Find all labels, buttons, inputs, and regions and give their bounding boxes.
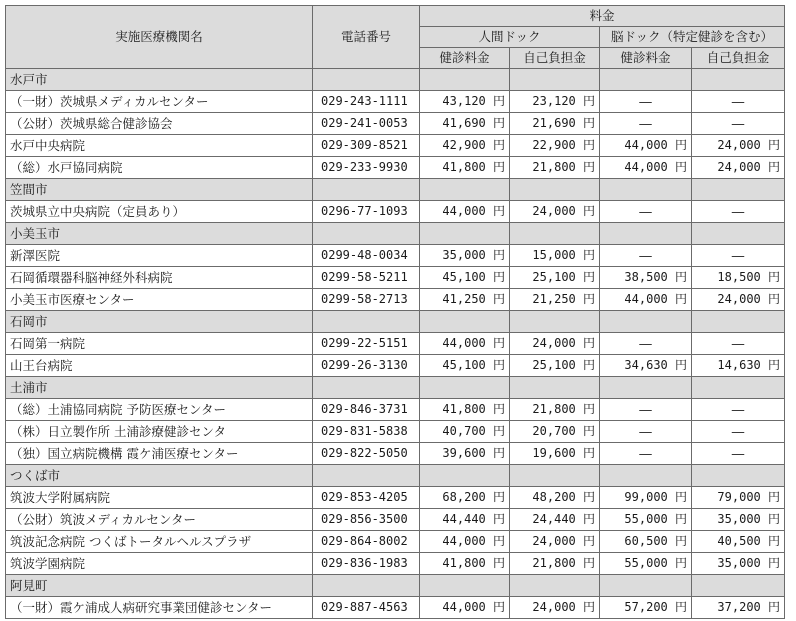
- facility-name: （総）土浦協同病院 予防医療センター: [6, 399, 313, 421]
- facility-name: 山王台病院: [6, 355, 313, 377]
- dock-self-cell: 21,800 円: [510, 399, 600, 421]
- region-empty-cell: [510, 223, 600, 245]
- region-empty-cell: [510, 311, 600, 333]
- region-empty-cell: [313, 377, 420, 399]
- dock-fee-cell: 44,000 円: [420, 201, 510, 223]
- brain-fee-cell: 44,000 円: [600, 289, 692, 311]
- table-row: [6, 91, 785, 113]
- table-row: [6, 443, 785, 465]
- region-empty-cell: [420, 179, 510, 201]
- brain-fee-cell: ―: [600, 421, 692, 443]
- phone-number: 0299-26-3130: [313, 355, 420, 377]
- phone-number: 0299-58-5211: [313, 267, 420, 289]
- facility-name: 水戸中央病院: [6, 135, 313, 157]
- table-row: [6, 355, 785, 377]
- brain-self-cell: ―: [692, 245, 785, 267]
- facility-name: 筑波記念病院 つくばトータルヘルスプラザ: [6, 531, 313, 553]
- facility-name: （公財）筑波メディカルセンター: [6, 509, 313, 531]
- dock-fee-cell: 45,100 円: [420, 355, 510, 377]
- brain-self-cell: 24,000 円: [692, 157, 785, 179]
- brain-self-cell: 40,500 円: [692, 531, 785, 553]
- dock-self-cell: 21,800 円: [510, 553, 600, 575]
- facility-name: 石岡循環器科脳神経外科病院: [6, 267, 313, 289]
- table-row: [6, 553, 785, 575]
- brain-self-cell: 79,000 円: [692, 487, 785, 509]
- region-row: [6, 179, 785, 201]
- header-brain-self-pay: 自己負担金: [692, 48, 785, 69]
- fee-table: [5, 5, 785, 619]
- region-empty-cell: [600, 179, 692, 201]
- dock-fee-cell: 43,120 円: [420, 91, 510, 113]
- brain-fee-cell: 44,000 円: [600, 135, 692, 157]
- header-fee: 料金: [420, 6, 785, 27]
- dock-self-cell: 24,000 円: [510, 333, 600, 355]
- dock-self-cell: 24,440 円: [510, 509, 600, 531]
- table-row: [6, 509, 785, 531]
- facility-name: 茨城県立中央病院（定員あり）: [6, 201, 313, 223]
- phone-number: 0299-22-5151: [313, 333, 420, 355]
- brain-fee-cell: ―: [600, 333, 692, 355]
- brain-fee-cell: 38,500 円: [600, 267, 692, 289]
- region-empty-cell: [692, 223, 785, 245]
- header-name: 実施医療機関名: [6, 6, 313, 69]
- brain-self-cell: ―: [692, 91, 785, 113]
- region-name: 小美玉市: [6, 223, 313, 245]
- dock-fee-cell: 45,100 円: [420, 267, 510, 289]
- table-row: [6, 245, 785, 267]
- phone-number: 029-831-5838: [313, 421, 420, 443]
- header-ningen-dock: 人間ドック: [420, 27, 600, 48]
- header-dock-self-pay: 自己負担金: [510, 48, 600, 69]
- region-row: [6, 465, 785, 487]
- dock-fee-cell: 41,800 円: [420, 553, 510, 575]
- region-empty-cell: [420, 69, 510, 91]
- phone-number: 029-864-8002: [313, 531, 420, 553]
- phone-number: 029-836-1983: [313, 553, 420, 575]
- region-name: 水戸市: [6, 69, 313, 91]
- phone-number: 029-853-4205: [313, 487, 420, 509]
- region-name: 土浦市: [6, 377, 313, 399]
- dock-self-cell: 21,690 円: [510, 113, 600, 135]
- dock-self-cell: 24,000 円: [510, 531, 600, 553]
- brain-fee-cell: 55,000 円: [600, 509, 692, 531]
- dock-self-cell: 25,100 円: [510, 355, 600, 377]
- region-empty-cell: [692, 575, 785, 597]
- dock-self-cell: 48,200 円: [510, 487, 600, 509]
- table-row: [6, 267, 785, 289]
- dock-self-cell: 20,700 円: [510, 421, 600, 443]
- brain-fee-cell: ―: [600, 201, 692, 223]
- brain-self-cell: ―: [692, 421, 785, 443]
- region-name: 阿見町: [6, 575, 313, 597]
- brain-fee-cell: 57,200 円: [600, 597, 692, 619]
- region-empty-cell: [600, 377, 692, 399]
- region-empty-cell: [692, 179, 785, 201]
- dock-fee-cell: 35,000 円: [420, 245, 510, 267]
- phone-number: 029-846-3731: [313, 399, 420, 421]
- table-row: [6, 487, 785, 509]
- phone-number: 0299-58-2713: [313, 289, 420, 311]
- phone-number: 0299-48-0034: [313, 245, 420, 267]
- facility-name: 新澤医院: [6, 245, 313, 267]
- table-row: [6, 113, 785, 135]
- dock-self-cell: 24,000 円: [510, 597, 600, 619]
- brain-fee-cell: ―: [600, 91, 692, 113]
- facility-name: 小美玉市医療センター: [6, 289, 313, 311]
- phone-number: 029-822-5050: [313, 443, 420, 465]
- facility-name: （独）国立病院機構 霞ケ浦医療センター: [6, 443, 313, 465]
- facility-name: （株）日立製作所 土浦診療健診センタ: [6, 421, 313, 443]
- brain-self-cell: ―: [692, 443, 785, 465]
- brain-self-cell: ―: [692, 399, 785, 421]
- dock-self-cell: 21,800 円: [510, 157, 600, 179]
- dock-self-cell: 21,250 円: [510, 289, 600, 311]
- brain-fee-cell: 34,630 円: [600, 355, 692, 377]
- facility-name: 筑波学園病院: [6, 553, 313, 575]
- region-row: [6, 575, 785, 597]
- brain-fee-cell: 44,000 円: [600, 157, 692, 179]
- region-empty-cell: [510, 465, 600, 487]
- table-row: [6, 421, 785, 443]
- table-body: [6, 69, 785, 619]
- dock-fee-cell: 41,800 円: [420, 399, 510, 421]
- brain-self-cell: 18,500 円: [692, 267, 785, 289]
- dock-fee-cell: 44,000 円: [420, 597, 510, 619]
- region-empty-cell: [600, 223, 692, 245]
- brain-fee-cell: ―: [600, 399, 692, 421]
- brain-self-cell: ―: [692, 201, 785, 223]
- region-empty-cell: [510, 575, 600, 597]
- brain-self-cell: 37,200 円: [692, 597, 785, 619]
- facility-name: （総）水戸協同病院: [6, 157, 313, 179]
- brain-self-cell: ―: [692, 333, 785, 355]
- dock-fee-cell: 41,690 円: [420, 113, 510, 135]
- region-name: 石岡市: [6, 311, 313, 333]
- region-empty-cell: [600, 311, 692, 333]
- region-empty-cell: [692, 69, 785, 91]
- facility-name: （一財）茨城県メディカルセンター: [6, 91, 313, 113]
- region-empty-cell: [420, 575, 510, 597]
- header-phone: 電話番号: [313, 6, 420, 69]
- region-empty-cell: [313, 575, 420, 597]
- brain-fee-cell: ―: [600, 443, 692, 465]
- dock-fee-cell: 44,440 円: [420, 509, 510, 531]
- brain-self-cell: 24,000 円: [692, 289, 785, 311]
- table-header: [6, 6, 785, 69]
- phone-number: 029-309-8521: [313, 135, 420, 157]
- brain-self-cell: 14,630 円: [692, 355, 785, 377]
- table-row: [6, 201, 785, 223]
- region-empty-cell: [313, 311, 420, 333]
- region-name: つくば市: [6, 465, 313, 487]
- region-empty-cell: [510, 377, 600, 399]
- region-empty-cell: [510, 69, 600, 91]
- phone-number: 0296-77-1093: [313, 201, 420, 223]
- region-empty-cell: [313, 223, 420, 245]
- header-brain-exam-fee: 健診料金: [600, 48, 692, 69]
- table-row: [6, 333, 785, 355]
- region-row: [6, 311, 785, 333]
- region-empty-cell: [313, 465, 420, 487]
- region-empty-cell: [692, 311, 785, 333]
- dock-fee-cell: 44,000 円: [420, 531, 510, 553]
- phone-number: 029-856-3500: [313, 509, 420, 531]
- region-name: 笠間市: [6, 179, 313, 201]
- dock-self-cell: 25,100 円: [510, 267, 600, 289]
- facility-name: （一財）霞ケ浦成人病研究事業団健診センター: [6, 597, 313, 619]
- brain-self-cell: 24,000 円: [692, 135, 785, 157]
- region-empty-cell: [420, 223, 510, 245]
- table-row: [6, 597, 785, 619]
- dock-self-cell: 22,900 円: [510, 135, 600, 157]
- dock-fee-cell: 41,250 円: [420, 289, 510, 311]
- brain-fee-cell: ―: [600, 113, 692, 135]
- dock-fee-cell: 41,800 円: [420, 157, 510, 179]
- header-brain-dock: 脳ドック（特定健診を含む）: [600, 27, 785, 48]
- dock-fee-cell: 40,700 円: [420, 421, 510, 443]
- region-empty-cell: [692, 377, 785, 399]
- region-empty-cell: [313, 179, 420, 201]
- phone-number: 029-241-0053: [313, 113, 420, 135]
- region-empty-cell: [420, 377, 510, 399]
- dock-self-cell: 24,000 円: [510, 201, 600, 223]
- dock-self-cell: 23,120 円: [510, 91, 600, 113]
- table-row: [6, 531, 785, 553]
- facility-name: 筑波大学附属病院: [6, 487, 313, 509]
- phone-number: 029-243-1111: [313, 91, 420, 113]
- region-empty-cell: [420, 311, 510, 333]
- region-row: [6, 69, 785, 91]
- region-empty-cell: [600, 575, 692, 597]
- region-empty-cell: [600, 465, 692, 487]
- table-row: [6, 157, 785, 179]
- dock-self-cell: 19,600 円: [510, 443, 600, 465]
- dock-self-cell: 15,000 円: [510, 245, 600, 267]
- facility-name: （公財）茨城県総合健診協会: [6, 113, 313, 135]
- facility-name: 石岡第一病院: [6, 333, 313, 355]
- brain-self-cell: 35,000 円: [692, 509, 785, 531]
- header-dock-exam-fee: 健診料金: [420, 48, 510, 69]
- region-empty-cell: [420, 465, 510, 487]
- dock-fee-cell: 42,900 円: [420, 135, 510, 157]
- region-row: [6, 223, 785, 245]
- table-row: [6, 289, 785, 311]
- brain-fee-cell: ―: [600, 245, 692, 267]
- region-empty-cell: [510, 179, 600, 201]
- dock-fee-cell: 44,000 円: [420, 333, 510, 355]
- brain-fee-cell: 55,000 円: [600, 553, 692, 575]
- brain-self-cell: 35,000 円: [692, 553, 785, 575]
- brain-self-cell: ―: [692, 113, 785, 135]
- dock-fee-cell: 68,200 円: [420, 487, 510, 509]
- table-row: [6, 399, 785, 421]
- dock-fee-cell: 39,600 円: [420, 443, 510, 465]
- region-empty-cell: [692, 465, 785, 487]
- region-empty-cell: [600, 69, 692, 91]
- phone-number: 029-887-4563: [313, 597, 420, 619]
- brain-fee-cell: 99,000 円: [600, 487, 692, 509]
- region-empty-cell: [313, 69, 420, 91]
- brain-fee-cell: 60,500 円: [600, 531, 692, 553]
- region-row: [6, 377, 785, 399]
- phone-number: 029-233-9930: [313, 157, 420, 179]
- table-row: [6, 135, 785, 157]
